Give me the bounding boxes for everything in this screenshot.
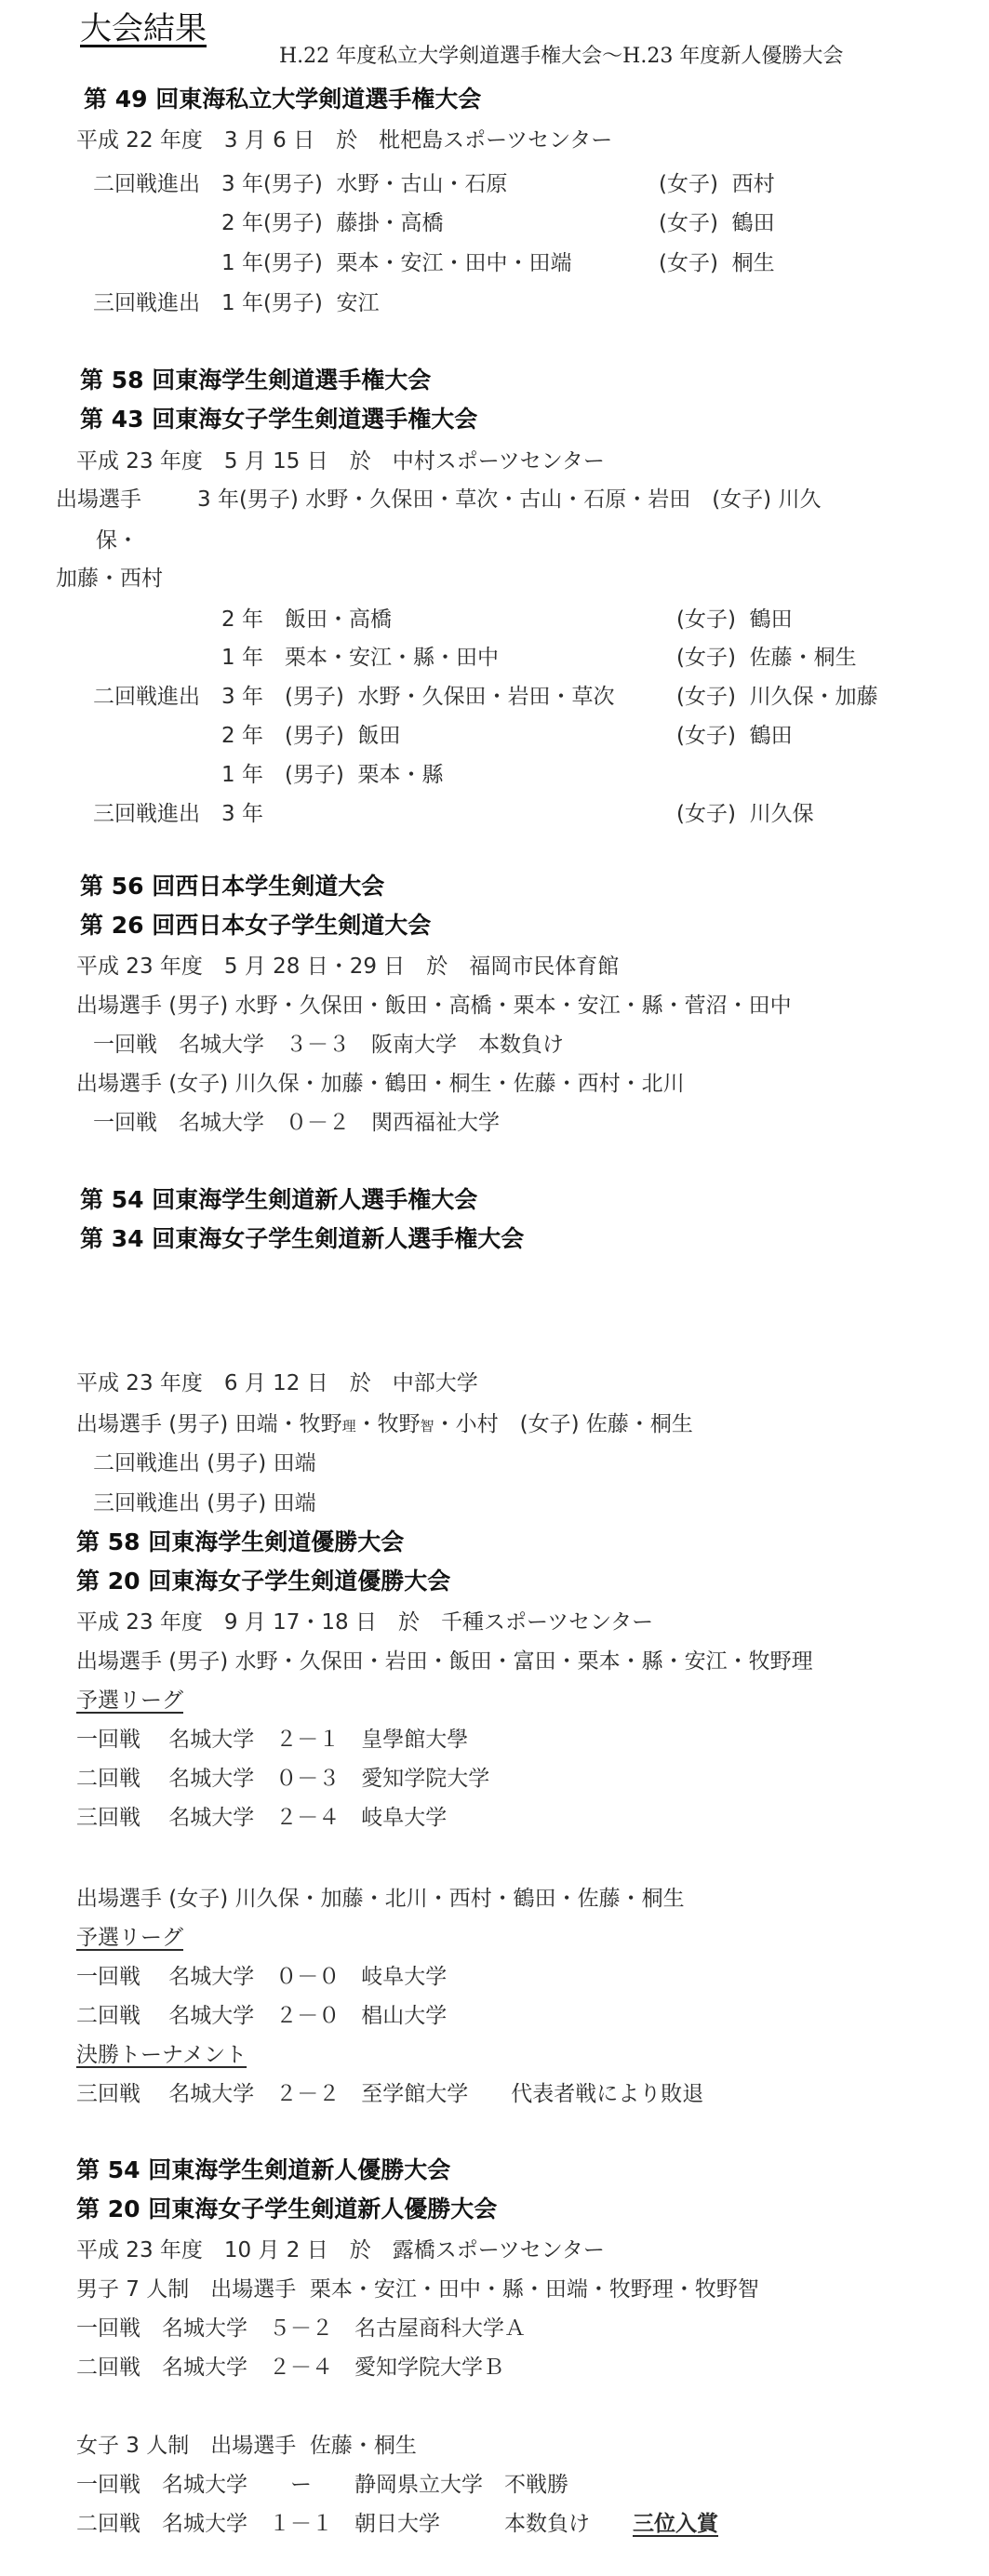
t2-q4-men: 3 年 <box>221 802 263 826</box>
t1-r1-men: 3 年(男子) 水野・古山・石原 <box>221 172 508 196</box>
t2-p1-text: 3 年(男子) 水野・久保田・草次・古山・石原・岩田 (女子) 川久 <box>197 487 822 512</box>
t6-w2-award: 三位入賞 <box>633 2512 718 2536</box>
t6-date: 平成 23 年度 10 月 2 日 於 露橋スポーツセンター <box>76 2238 605 2262</box>
t4-r2: 二回戦進出 (男子) 田端 <box>93 1451 316 1475</box>
t2-p2-men: 2 年 飯田・高橋 <box>221 607 392 632</box>
t3-men-players: 出場選手 (男子) 水野・久保田・飯田・高橋・栗本・安江・縣・菅沼・田中 <box>76 994 792 1018</box>
t2-p3-men: 1 年 栗本・安江・縣・田中 <box>221 646 499 670</box>
t2-p3-women: (女子) 佐藤・桐生 <box>676 646 857 670</box>
t5-final-label: 決勝トーナメント <box>76 2043 247 2067</box>
t6-women-players: 女子 3 人制 出場選手 佐藤・桐生 <box>76 2434 417 2458</box>
t5-women-players: 出場選手 (女子) 川久保・加藤・北川・西村・鶴田・佐藤・桐生 <box>76 1887 685 1911</box>
t6-w2-text: 二回戦 名城大学 １－１ 朝日大学 本数負け <box>76 2512 590 2536</box>
t2-q4-label: 三回戦進出 <box>93 802 200 826</box>
t4-players-a: 出場選手 (男子) 田端・牧野 <box>76 1412 342 1436</box>
t5-m2: 二回戦 名城大学 ０－３ 愛知学院大学 <box>76 1767 490 1791</box>
t4-players-b: ・牧野 <box>355 1412 421 1436</box>
t4-players-sub1: 理 <box>341 1418 356 1435</box>
t3-women-r1: 一回戦 名城大学 ０－２ 関西福祉大学 <box>93 1111 500 1135</box>
t5-league-label: 予選リーグ <box>76 1688 183 1713</box>
t4-players-c: ・小村 (女子) 佐藤・桐生 <box>434 1412 693 1436</box>
t1-r4-label: 三回戦進出 <box>93 291 200 315</box>
t4-players-sub2: 智 <box>420 1418 434 1435</box>
t1-r2-women: (女子) 鶴田 <box>659 211 775 235</box>
t1-title: 第 49 回東海私立大学剣道選手権大会 <box>84 86 482 113</box>
t6-title1: 第 54 回東海学生剣道新人優勝大会 <box>76 2156 451 2183</box>
t2-p2-women: (女子) 鶴田 <box>676 607 793 632</box>
page-title: 大会結果 <box>80 10 207 47</box>
t5-date: 平成 23 年度 9 月 17・18 日 於 千種スポーツセンター <box>76 1610 654 1635</box>
t4-r3: 三回戦進出 (男子) 田端 <box>93 1491 316 1515</box>
t2-title1: 第 58 回東海学生剣道選手権大会 <box>80 367 432 394</box>
t5-m1: 一回戦 名城大学 ２－１ 皇學館大學 <box>76 1728 469 1752</box>
t1-r4-men: 1 年(男子) 安江 <box>221 291 380 315</box>
t2-p1-label: 出場選手 <box>56 487 141 512</box>
t3-title2: 第 26 回西日本女子学生剣道大会 <box>80 912 432 939</box>
t5-title1: 第 58 回東海学生剣道優勝大会 <box>76 1528 405 1555</box>
t2-q1-men: 3 年 (男子) 水野・久保田・岩田・草次 <box>221 685 615 709</box>
t3-title1: 第 56 回西日本学生剣道大会 <box>80 873 385 900</box>
t5-title2: 第 20 回東海女子学生剣道優勝大会 <box>76 1568 451 1595</box>
t2-q2-women: (女子) 鶴田 <box>676 724 793 748</box>
t5-w1: 一回戦 名城大学 ０－０ 岐阜大学 <box>76 1965 448 1989</box>
t5-league-label2: 予選リーグ <box>76 1926 183 1950</box>
t4-title1: 第 54 回東海学生剣道新人選手権大会 <box>80 1186 478 1213</box>
t1-date: 平成 22 年度 3 月 6 日 於 枇杷島スポーツセンター <box>76 128 613 153</box>
t1-r3-men: 1 年(男子) 栗本・安江・田中・田端 <box>221 251 572 275</box>
t5-men-players: 出場選手 (男子) 水野・久保田・岩田・飯田・富田・栗本・縣・安江・牧野理 <box>76 1649 813 1674</box>
t6-men-players: 男子 7 人制 出場選手 栗本・安江・田中・縣・田端・牧野理・牧野智 <box>76 2277 759 2302</box>
t2-date: 平成 23 年度 5 月 15 日 於 中村スポーツセンター <box>76 449 605 474</box>
t4-date: 平成 23 年度 6 月 12 日 於 中部大学 <box>76 1371 478 1395</box>
t1-r3-women: (女子) 桐生 <box>659 251 775 275</box>
t6-w2 <box>76 2510 718 2538</box>
t2-q1-label: 二回戦進出 <box>93 685 200 709</box>
t5-w2: 二回戦 名城大学 ２－０ 椙山大学 <box>76 2004 448 2028</box>
t6-m2: 二回戦 名城大学 ２－４ 愛知学院大学Ｂ <box>76 2356 504 2380</box>
t2-q3-men: 1 年 (男子) 栗本・縣 <box>221 763 444 787</box>
t2-q2-men: 2 年 (男子) 飯田 <box>221 724 401 748</box>
t1-r2-men: 2 年(男子) 藤掛・高橋 <box>221 211 444 235</box>
t6-title2: 第 20 回東海女子学生剣道新人優勝大会 <box>76 2196 498 2222</box>
t5-w3: 三回戦 名城大学 ２－２ 至学館大学 代表者戦により敗退 <box>76 2082 704 2106</box>
t6-m1: 一回戦 名城大学 ５－２ 名古屋商科大学Ａ <box>76 2316 526 2341</box>
t1-r1-label: 二回戦進出 <box>93 172 200 196</box>
t2-q4-women: (女子) 川久保 <box>676 802 814 826</box>
t2-p1-wrap1: 保・ <box>96 528 139 553</box>
page-subtitle: H.22 年度私立大学剣道選手権大会～H.23 年度新人優勝大会 <box>279 45 844 68</box>
t2-q1-women: (女子) 川久保・加藤 <box>676 685 878 709</box>
t5-m3: 三回戦 名城大学 ２－４ 岐阜大学 <box>76 1806 448 1830</box>
t2-title2: 第 43 回東海女子学生剣道選手権大会 <box>80 406 478 433</box>
t3-date: 平成 23 年度 5 月 28 日・29 日 於 福岡市民体育館 <box>76 954 620 979</box>
t1-r1-women: (女子) 西村 <box>659 172 775 196</box>
t3-men-r1: 一回戦 名城大学 ３－３ 阪南大学 本数負け <box>93 1033 564 1057</box>
t4-players <box>76 1410 693 1440</box>
t6-w1: 一回戦 名城大学 ー 静岡県立大学 不戦勝 <box>76 2473 568 2497</box>
t2-p1-wrap2: 加藤・西村 <box>56 567 163 591</box>
t3-women-players: 出場選手 (女子) 川久保・加藤・鶴田・桐生・佐藤・西村・北川 <box>76 1072 685 1096</box>
t4-title2: 第 34 回東海女子学生剣道新人選手権大会 <box>80 1225 525 1252</box>
